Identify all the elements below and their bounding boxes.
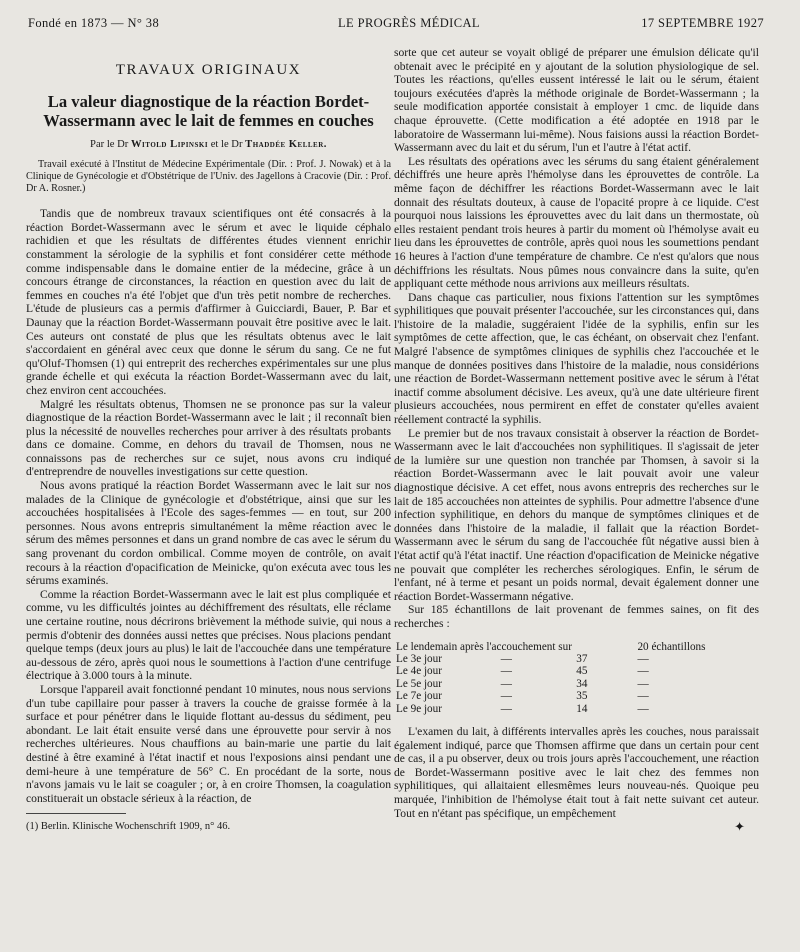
- row-dash: —: [500, 677, 512, 690]
- table-row: [394, 665, 744, 677]
- row-label: Le 4e jour: [396, 665, 442, 678]
- body-paragraph: Sur 185 échantillons de lait provenant de femmes saines, on fit des recherches :: [394, 603, 759, 630]
- authors-prefix: Par le Dr: [90, 138, 129, 150]
- row-dash: —: [637, 652, 649, 665]
- row-value: 45: [576, 665, 588, 678]
- row-label: Le 5e jour: [396, 677, 442, 690]
- institution-note: Travail exécuté à l'Institut de Médecine Expérimentale (Dir. : Prof. J. Nowak) et à la Clinique de Gynécologie et d'Obstétrique de l'Univ. des Jagellons à Cracovie (Dir. : Prof. Dr A. Rosner.): [26, 159, 391, 195]
- end-ornament: ✦: [734, 819, 745, 835]
- row-label: Le 9e jour: [396, 702, 442, 715]
- row-value: 35: [576, 690, 588, 703]
- row-dash: —: [637, 665, 649, 678]
- row-dash: —: [637, 690, 649, 703]
- body-paragraph: L'examen du lait, à différents intervalles après les couches, nous paraissait également indiqué, parce que Thomsen affirme que dans un certain pour cent de cas, il a pu observer, deux ou trois jours après l'accouchement, une réaction de Bordet-Wassermann positive avec le lait chez des femmes non syphilitiques, qui allaitaient ellesmêmes leurs nouveau-nés. Quoique peu marquée, l'inhibition de l'hémolyse était tout à fait nette suivant cet auteur. Tout en n'étant pas spécifique, un empêchement: [394, 724, 759, 820]
- body-paragraph: Le premier but de nos travaux consistait à observer la réaction de Bordet-Wassermann avec le lait d'accouchées non syphilitiques. Il s'agissait de jeter de la lumière sur une question non tranchée par Thomsen, à savoir si la réaction Bordet-Wassermann avec le lait pouvait avoir une valeur diagnostique décisive. A cet effet, nous avons entrepris des recherches sur le lait de 185 accouchées non atteintes de syphilis. Pour admettre l'absence d'une infection syphilitique, en dehors du manque de symptômes cliniques et de données dans l'histoire de la maladie, il fallait que la réaction Bordet-Wassermann avec le sérum du sang de l'accouchée fût négative aussi bien à l'état actif qu'à l'état inactif. Une réaction d'opacification de Meinicke négative ne pouvait que compléter les recherches sérologiques. Enfin, le sérum de l'enfant, né à terme et pesant un poids normal, devait également donner une réaction Bordet-Wassermann négative.: [394, 426, 759, 603]
- row-dash: —: [500, 690, 512, 703]
- journal-founding-issue: Fondé en 1873 — N° 38: [28, 16, 160, 30]
- row-value: 14: [576, 702, 588, 715]
- page-header: [28, 16, 764, 36]
- authors-mid: et le Dr: [210, 138, 243, 150]
- body-paragraph: Lorsque l'appareil avait fonctionné pendant 10 minutes, nous nous servions d'un tube capillaire pour passer à travers la couche de graisse formée à la surface et pour pénétrer dans le liquide flottant au-dessus du sédiment, peu abondant. Le lait était ensuite versé dans une éprouvette pour servir à nos recherches ultérieures. Nous chauffions au bain-marie une partie du lait destiné à être examiné à l'état inactif et nous l'exposions ainsi pendant une demi-heure à une température de 56° C. En procédant de la sorte, nous n'avons jamais vu le lait se coaguler ; or, à en croire Thomsen, la coagulation constituerait un obstacle sérieux à la réaction, de: [26, 682, 391, 805]
- left-column: [26, 50, 391, 834]
- row-dash: —: [500, 702, 512, 715]
- author-1: Witold Lipinski: [130, 138, 209, 150]
- body-paragraph: Malgré les résultats obtenus, Thomsen ne se prononce pas sur la valeur diagnostique de la réaction Bordet-Wassermann avec le lait ; il reconnaît bien plus la nécessité de nouvelles recherches pour arriver à des résultats probants dans ce domaine. Comme, en dehors du travail de Thomsen, nous ne connaissons pas de recherches sur ce sujet, nous avons cru indiqué d'entreprendre de nouvelles investigations sur cette question.: [26, 397, 391, 479]
- journal-title: LE PROGRÈS MÉDICAL: [338, 16, 480, 30]
- body-paragraph: Dans chaque cas particulier, nous fixions l'attention sur les symptômes syphilitiques que pouvait présenter l'accouchée, sur les circonstances qui, dans l'histoire de la maladie, suggéraient l'idée de la syphilis, enfin sur les symptômes de cette affection, que, le cas échéant, on observait chez l'enfant. Malgré l'absence de symptômes cliniques de syphilis chez l'accouchée et le manque de données positives dans l'histoire de la maladie, nous considérions une réaction de Bordet-Wassermann nettement positive avec le sérum à l'état inactif comme absolument décisive. Les aveux, qu'à une date ultérieure firent plusieurs accouchées, nous permirent en effet de constater qu'elles avaient réellement contracté la syphilis.: [394, 290, 759, 427]
- row-dash: —: [637, 677, 649, 690]
- article-authors: [26, 138, 391, 152]
- table-row: [394, 678, 744, 690]
- footnote: [26, 813, 231, 834]
- row-label: Le 3e jour: [396, 652, 442, 665]
- row-label: Le 7e jour: [396, 690, 442, 703]
- samples-table: [394, 641, 744, 715]
- body-paragraph: Les résultats des opérations avec les sérums du sang étaient généralement déchiffrés une heure après l'hémolyse dans les éprouvettes de contrôle. La même façon de déchiffrer les réactions Bordet-Wassermann avec le lait donnait des résultats douteux, à cause de l'opacité propre à ce liquide. C'est pourquoi nous laissions les éprouvettes avec du lait dans un thermostate, où elles restaient pendant trois heures à partir du moment où l'hémolyse avait eu lieu dans les éprouvettes de contrôle, après quoi nous les soumettions pendant 16 heures à l'action d'une température de chambre. Ce n'est qu'alors que nous déchiffrions les résultats. Nous pûmes nous convaincre dans la suite, qu'en appliquant cette méthode nous arrivions aux meilleurs résultats.: [394, 154, 759, 291]
- body-paragraph: Nous avons pratiqué la réaction Bordet Wassermann avec le lait sur nos malades de la Clinique de gynécologie et d'obstétrique, ainsi que sur les accouchées hospitalisées à l'Ecole des sages-femmes — en tout, sur 200 personnes. Nous avons entrepris simultanément la même réaction avec le sérum des mêmes personnes et dans un grand nombre de cas avec le sérum du sang provenant du cordon ombilical. Comme moyen de contrôle, on avait recours à la réaction d'opacification de Meinicke, qu'on exécuta avec tous les sérums examinés.: [26, 479, 391, 588]
- row-dash: —: [637, 702, 649, 715]
- table-header-label: Le lendemain après l'accouchement sur: [396, 640, 572, 653]
- section-heading: TRAVAUX ORIGINAUX: [115, 62, 302, 78]
- author-2: Thaddée Keller.: [245, 138, 327, 150]
- table-row: [394, 653, 744, 665]
- row-dash: —: [500, 652, 512, 665]
- table-row: [394, 690, 744, 702]
- row-value: 34: [576, 677, 588, 690]
- right-column: [394, 46, 759, 834]
- body-paragraph: Comme la réaction Bordet-Wassermann avec le lait est plus compliquée et comme, vu les difficultés jointes au déchiffrement des résultats, elle réclame une certaine routine, nous décrirons brièvement la méthode suivie, qui nous a permis d'obtenir des données aussi nettes que précises. Nous placions pendant quelque temps (deux jours au plus) le lait de l'accouchée dans une température au-dessous de zéro, après quoi nous le soumettions à l'action d'une centrifuge électrique à 3.000 tours à la minute.: [26, 587, 391, 683]
- table-header-value: 20 échantillons: [637, 640, 706, 653]
- article-title: La valeur diagnostique de la réaction Bordet-Wassermann avec le lait de femmes en couches: [43, 91, 374, 130]
- body-paragraph: sorte que cet auteur se voyait obligé de préparer une émulsion délicate qu'il obtenait avec le précipité en y ajoutant de la solution physiologique de sel. Toutes les réactions, qu'elles eussent intéressé le lait ou le sérum, étaient toujours exécutées d'après la méthode originale de Bordet-Wassermann ; la seule modification apportée consistait à employer 1 cmc. de liquide dans chaque éprouvette. (Cette modification a été adoptée en 1918 par le laboratoire de Wassermann lui-même). Nous faisions aussi la réaction Bordet-Wassermann avec du lait et du sérum, l'un et l'autre à l'état actif.: [394, 46, 759, 155]
- table-row: [394, 641, 744, 653]
- row-value: 37: [576, 652, 588, 665]
- table-row: [394, 703, 744, 715]
- footnote-text: (1) Berlin. Klinische Wochenschrift 1909, n° 46.: [26, 821, 231, 833]
- issue-date: 17 SEPTEMBRE 1927: [641, 16, 764, 30]
- body-paragraph: Tandis que de nombreux travaux scientifiques ont été consacrés à la réaction Bordet-Wassermann avec le sérum et avec le liquide céphalo rachidien et que les résultats de différentes études viennent enrichir constamment la sérologie de la syphilis et font considérer cette méthode comme indispensable dans le domaine entier de la médecine, grâce à un concours étrange de circonstances, la réaction en question avec du lait de femmes en couches n'a été l'objet que d'un très petit nombre de recherches. L'étude de plusieurs cas a permis d'affirmer à Guicciardi, Bauer, P. Bar et Daunay que la réaction Bordet-Wassermann pouvait être positive avec le lait. Ces auteurs ont constaté de plus que les résultats obtenus avec le lait s'accordaient en général avec ceux que donne le sérum du sang. Ce ne fut qu'Oluf-Thomsen (1) qui entreprit des recherches expérimentales sur une plus grande échelle et qui exécuta la réaction Bordet-Wassermann avec du lait, chez environ cent accouchées.: [26, 207, 391, 397]
- row-dash: —: [500, 665, 512, 678]
